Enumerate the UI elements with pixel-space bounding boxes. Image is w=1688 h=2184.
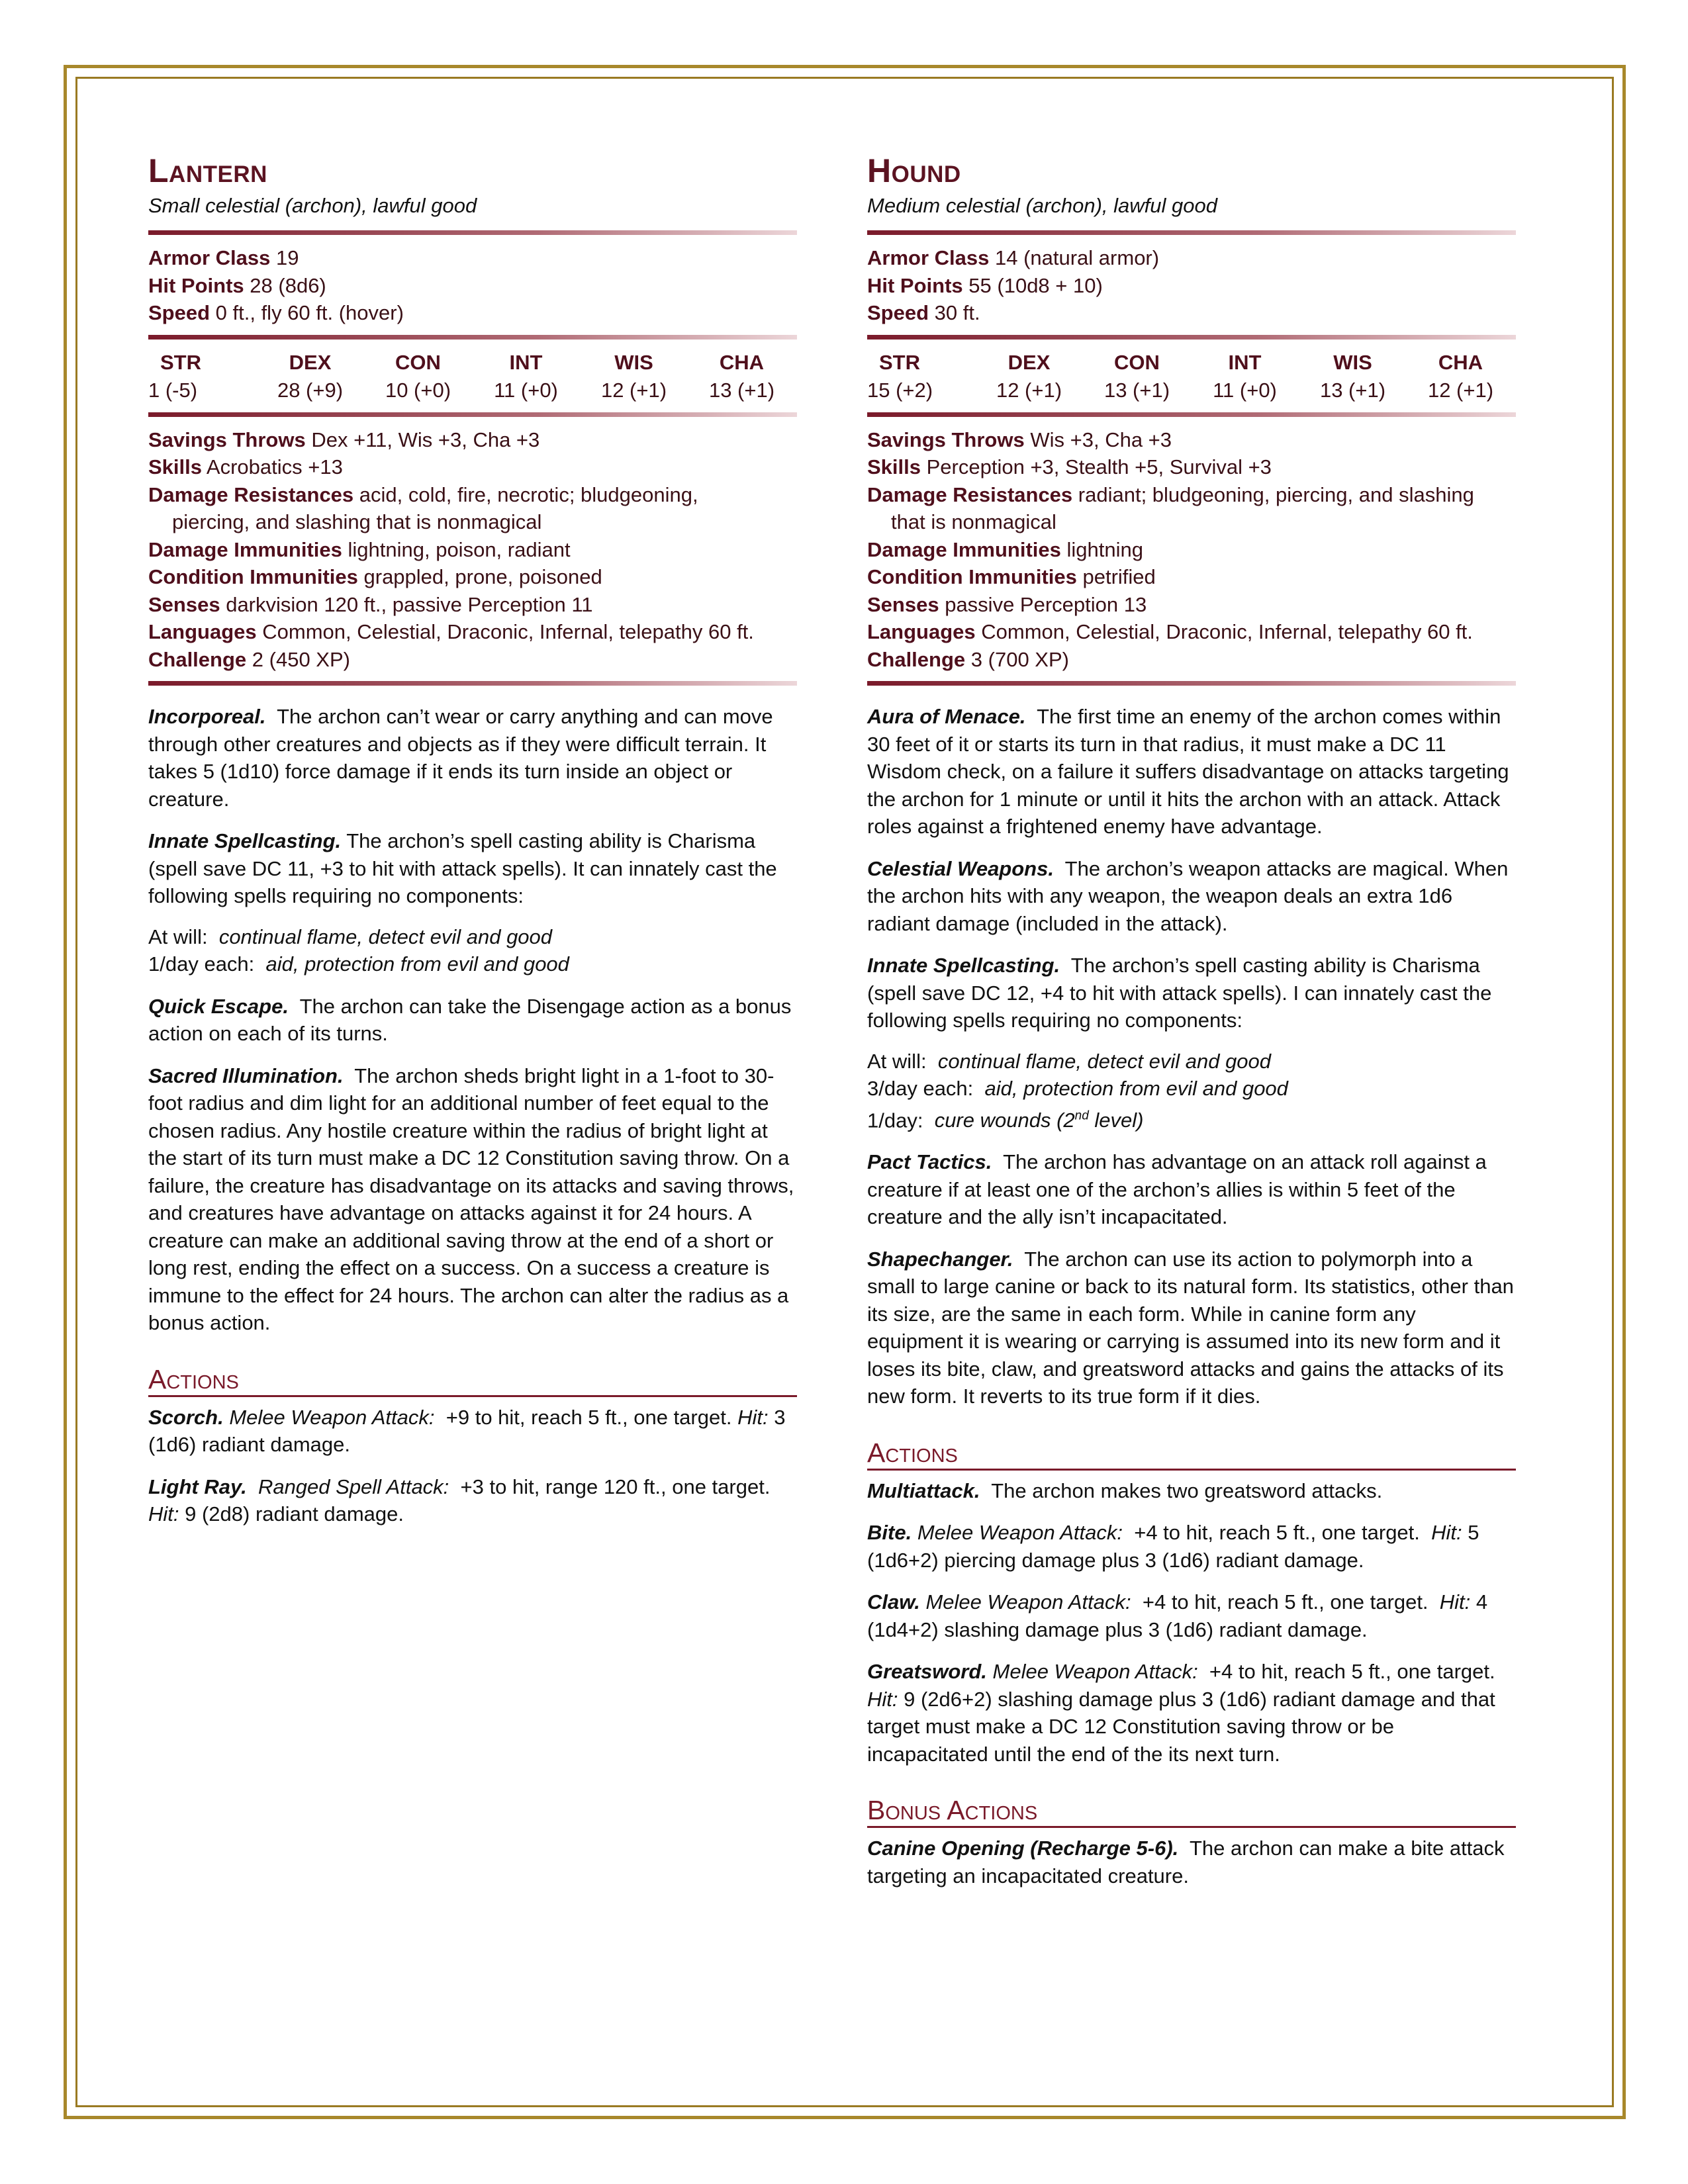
challenge: Challenge 3 (700 XP) [867, 647, 1069, 671]
action-bite: Bite. Melee Weapon Attack: +4 to hit, reach 5 ft., one target. Hit: 5 (1d6+2) piercing damage plus 3 (1d6) radiant damage. [867, 1521, 1479, 1572]
action-light-ray: Light Ray. Ranged Spell Attack: +3 to hit, range 120 ft., one target. Hit: 9 (2d8) radiant damage. [148, 1475, 771, 1525]
actions-heading: Actions [867, 1437, 1516, 1471]
trait-shapechanger: Shapechanger. The archon can use its action to polymorph into a small to large canine or back to its natural form. Its statistics, other than its size, are the same in each form. While in canine form any equipment it is wearing or carrying is assumed into its new form and it loses its bite, claw, and greatsword attacks and gains the attacks of its new form. It reverts to its true form if it dies. [867, 1247, 1514, 1408]
trait-innate-spellcasting: Innate Spellcasting. The archon’s spell casting ability is Charisma (spell save DC 12, +4 to hit with attack spells). I can innately cast the following spells requiring no components: [867, 954, 1492, 1032]
ability-str: STR 1 (-5) [148, 350, 201, 402]
creature-type: Medium celestial (archon), lawful good [867, 194, 1217, 217]
saving-throws: Savings Throws Dex +11, Wis +3, Cha +3 [148, 428, 540, 451]
action-greatsword: Greatsword. Melee Weapon Attack: +4 to hit, reach 5 ft., one target. Hit: 9 (2d6+2) slashing damage plus 3 (1d6) radiant damage and that target must make a DC 12 Constitution saving throw or be incapacitated until the end of the its next turn. [867, 1660, 1495, 1766]
ability-scores [148, 349, 797, 404]
action-multiattack: Multiattack. The archon makes two greatsword attacks. [867, 1479, 1383, 1502]
creature-type: Small celestial (archon), lawful good [148, 194, 477, 217]
damage-resistances: Damage Resistances acid, cold, fire, necrotic; bludgeoning, [148, 482, 698, 506]
languages: Languages Common, Celestial, Draconic, Infernal, telepathy 60 ft. [148, 620, 754, 643]
ability-cha: CHA 13 (+1) [708, 350, 775, 402]
ability-scores [867, 349, 1516, 404]
damage-resistances-cont: that is nonmagical [891, 510, 1056, 533]
saving-throws: Savings Throws Wis +3, Cha +3 [867, 428, 1172, 451]
divider [867, 412, 1516, 417]
hit-points: Hit Points 55 (10d8 + 10) [867, 273, 1103, 297]
action-scorch: Scorch. Melee Weapon Attack: +9 to hit, reach 5 ft., one target. Hit: 3 (1d6) radiant damage. [148, 1405, 786, 1456]
trait-celestial-weapons: Celestial Weapons. The archon’s weapon attacks are magical. When the archon hits with any weapon, the weapon deals an extra 1d6 radiant damage (included in the attack). [867, 856, 1509, 935]
statblock-hound [867, 151, 1516, 1904]
trait-sacred-illumination: Sacred Illumination. The archon sheds bright light in a 1-foot to 30-foot radius and dim light for an additional number of feet equal to the chosen radius. Any hostile creature within the radius of bright light at the start of its turn must make a DC 12 Constitution saving throw. On a failure, the creature has disadvantage on its attacks and saving throws, and creatures have advantage on attacks against it for 24 hours. A creature can make an additional saving throw at the end of a short or long rest, ending the effect on a success. On a success a creature is immune to the effect for 24 hours. The archon can alter the radius as a bonus action. [148, 1064, 794, 1334]
ability-dex: DEX 12 (+1) [996, 350, 1062, 402]
divider [148, 230, 797, 235]
trait-innate-spellcasting: Innate Spellcasting. The archon’s spell casting ability is Charisma (spell save DC 11, +3 to hit with attack spells). It can innately cast the following spells requiring no components: [148, 829, 777, 907]
divider [148, 412, 797, 417]
damage-resistances: Damage Resistances radiant; bludgeoning, piercing, and slashing [867, 482, 1474, 506]
creature-name: Hound [867, 152, 961, 189]
ability-con: CON 10 (+0) [385, 350, 451, 402]
bonus-canine-opening: Canine Opening (Recharge 5-6). The archon can make a bite attack targeting an incapacitated creature. [867, 1837, 1505, 1888]
ability-str: STR 15 (+2) [867, 350, 933, 402]
speed: Speed 30 ft. [867, 301, 980, 324]
ability-dex: DEX 28 (+9) [277, 350, 344, 402]
armor-class: Armor Class 14 (natural armor) [867, 246, 1160, 269]
armor-class: Armor Class 19 [148, 246, 299, 269]
divider [148, 335, 797, 340]
spell-line: At will: continual flame, detect evil and good [148, 925, 553, 948]
trait-quick-escape: Quick Escape. The archon can take the Disengage action as a bonus action on each of its turns. [148, 994, 792, 1045]
ability-wis: WIS 13 (+1) [1319, 350, 1386, 402]
hit-points: Hit Points 28 (8d6) [148, 273, 326, 297]
condition-immunities: Condition Immunities petrified [867, 565, 1156, 588]
spell-list [148, 923, 797, 978]
action-claw: Claw. Melee Weapon Attack: +4 to hit, reach 5 ft., one target. Hit: 4 (1d4+2) slashing damage plus 3 (1d6) radiant damage. [867, 1590, 1488, 1641]
skills: Skills Acrobatics +13 [148, 455, 343, 478]
divider [867, 230, 1516, 235]
senses: Senses passive Perception 13 [867, 592, 1147, 616]
damage-immunities: Damage Immunities lightning [867, 537, 1143, 561]
actions-heading: Actions [148, 1363, 797, 1397]
spell-line: 1/day: cure wounds (2nd level) [867, 1108, 1144, 1132]
damage-immunities: Damage Immunities lightning, poison, radiant [148, 537, 571, 561]
languages: Languages Common, Celestial, Draconic, Infernal, telepathy 60 ft. [867, 620, 1473, 643]
skills: Skills Perception +3, Stealth +5, Survival +3 [867, 455, 1272, 478]
damage-resistances-cont: piercing, and slashing that is nonmagical [172, 510, 542, 533]
ability-wis: WIS 12 (+1) [600, 350, 667, 402]
ability-cha: CHA 12 (+1) [1427, 350, 1494, 402]
spell-line: At will: continual flame, detect evil and good [867, 1049, 1272, 1073]
spell-line: 1/day each: aid, protection from evil and good [148, 952, 569, 976]
divider [867, 681, 1516, 686]
spell-list [867, 1048, 1516, 1134]
ability-int: INT 11 (+0) [494, 350, 558, 402]
ability-int: INT 11 (+0) [1213, 350, 1277, 402]
ability-con: CON 13 (+1) [1103, 350, 1170, 402]
challenge: Challenge 2 (450 XP) [148, 647, 350, 671]
bonus-actions-heading: Bonus Actions [867, 1794, 1516, 1828]
condition-immunities: Condition Immunities grappled, prone, poisoned [148, 565, 602, 588]
speed: Speed 0 ft., fly 60 ft. (hover) [148, 301, 404, 324]
divider [867, 335, 1516, 340]
trait-pact-tactics: Pact Tactics. The archon has advantage on an attack roll against a creature if at least one of the archon’s allies is within 5 feet of the creature and the ally isn’t incapacitated. [867, 1150, 1487, 1229]
trait-aura-of-menace: Aura of Menace. The first time an enemy of the archon comes within 30 feet of it or starts its turn in that radius, it must make a DC 11 Wisdom check, on a failure it suffers disadvantage on attacks targeting the archon for 1 minute or until it hits the archon with an attack. Attack roles against a frightened enemy have advantage. [867, 705, 1509, 838]
spell-line: 3/day each: aid, protection from evil and good [867, 1077, 1288, 1100]
trait-incorporeal: Incorporeal. The archon can’t wear or carry anything and can move through other creatures and objects as if they were difficult terrain. It takes 5 (1d10) force damage if it ends its turn inside an object or creature. [148, 705, 773, 811]
statblock-lantern [148, 151, 797, 1543]
senses: Senses darkvision 120 ft., passive Perception 11 [148, 592, 593, 616]
divider [148, 681, 797, 686]
creature-name: Lantern [148, 152, 267, 189]
